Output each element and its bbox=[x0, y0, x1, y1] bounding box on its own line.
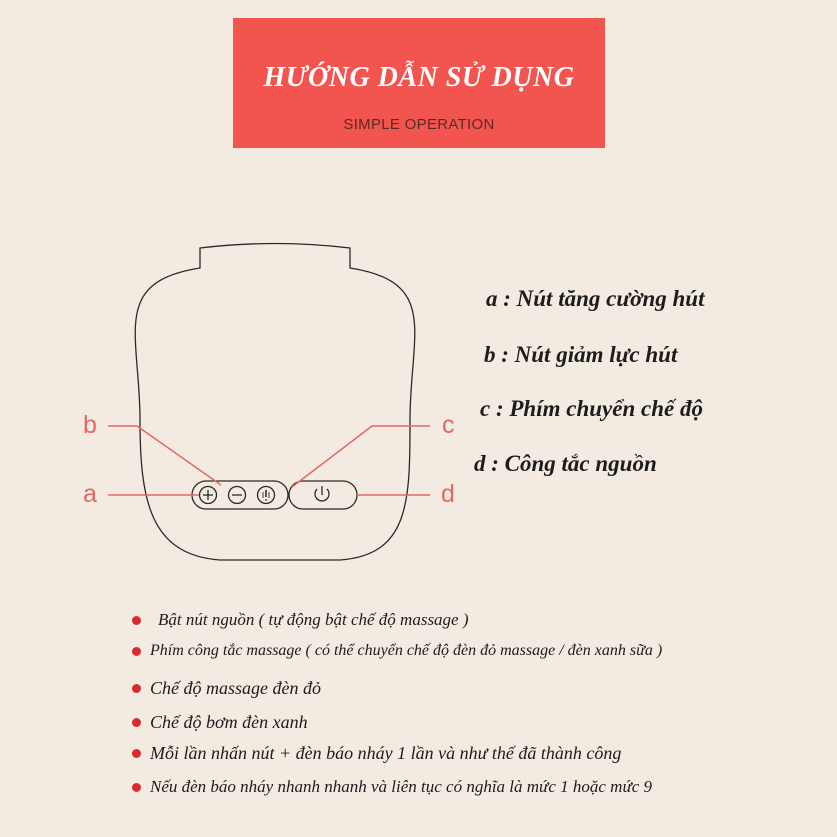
legend-item-d: d : Công tắc nguồn bbox=[474, 451, 657, 476]
plus-button-icon[interactable] bbox=[200, 487, 217, 504]
instruction-item: Chế độ massage đèn đỏ bbox=[132, 678, 321, 699]
callout-line-b bbox=[108, 426, 221, 485]
callout-d: d bbox=[441, 480, 455, 508]
callout-a: a bbox=[83, 480, 97, 508]
mode-button-icon[interactable] bbox=[258, 487, 275, 504]
minus-button-icon[interactable] bbox=[229, 487, 246, 504]
instruction-item: Mỗi lần nhấn nút + đèn báo nháy 1 lần và như thế đã thành công bbox=[132, 743, 621, 764]
power-button-icon[interactable] bbox=[315, 486, 329, 501]
legend-item-c: c : Phím chuyển chế độ bbox=[480, 396, 703, 421]
legend-item-b: b : Nút giảm lực hút bbox=[484, 342, 678, 367]
power-panel bbox=[289, 481, 357, 509]
callout-c: c bbox=[442, 411, 455, 439]
legend-item-a: a : Nút tăng cường hút bbox=[486, 286, 705, 311]
banner-title: HƯỚNG DẪN SỬ DỤNG bbox=[263, 62, 575, 93]
device-body bbox=[135, 244, 415, 561]
banner-subtitle: SIMPLE OPERATION bbox=[343, 116, 495, 133]
instruction-item: Nếu đèn báo nháy nhanh nhanh và liên tục có nghĩa là mức 1 hoặc mức 9 bbox=[132, 777, 652, 797]
bullet-icon bbox=[132, 783, 141, 792]
bullet-icon bbox=[132, 718, 141, 727]
bullet-icon bbox=[132, 647, 141, 656]
instruction-item: Bật nút nguồn ( tự động bật chế độ massage ) bbox=[132, 610, 469, 630]
callout-b: b bbox=[83, 411, 97, 439]
instruction-item: Phím công tắc massage ( có thể chuyển chế độ đèn đỏ massage / đèn xanh sữa ) bbox=[132, 642, 662, 660]
bullet-icon bbox=[132, 684, 141, 693]
bullet-icon bbox=[132, 749, 141, 758]
instruction-item: Chế độ bơm đèn xanh bbox=[132, 712, 308, 733]
bullet-icon bbox=[132, 616, 141, 625]
